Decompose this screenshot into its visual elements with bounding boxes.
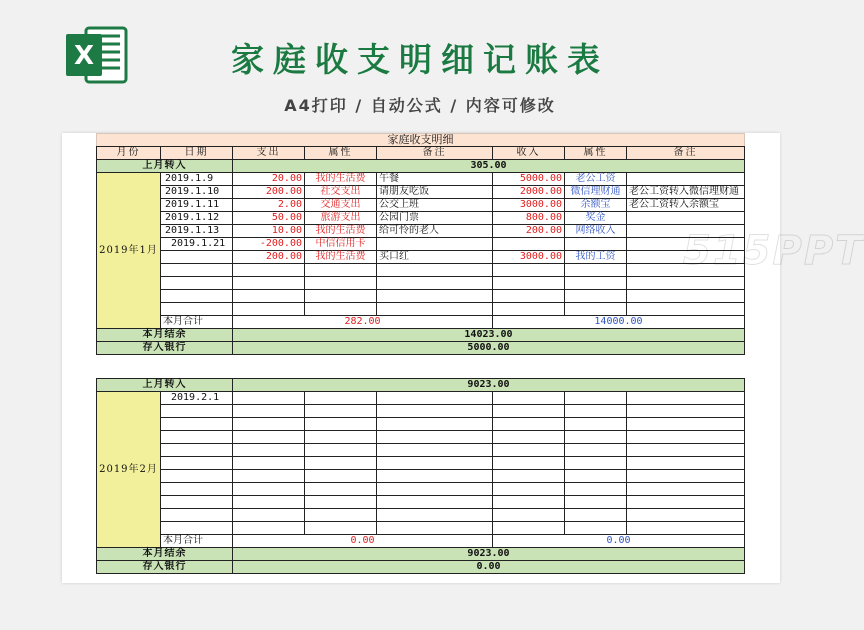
table-row [97,212,745,225]
income-type-cell[interactable]: 微信理财通 [565,186,627,199]
income-cell[interactable]: 2000.00 [493,186,565,199]
expense-note-cell[interactable]: 请朋友吃饭 [377,186,493,199]
expense-cell[interactable]: 10.00 [233,225,305,238]
income-note-cell[interactable] [627,212,745,225]
col-header-date: 日期 [161,147,233,160]
expense-cell[interactable]: 200.00 [233,251,305,264]
expense-cell[interactable]: 20.00 [233,173,305,186]
income-type-cell[interactable]: 我的工资 [565,251,627,264]
income-type-cell[interactable]: 老公工资 [565,173,627,186]
deposit-label: 存入银行 [97,342,233,355]
sheet-caption: 家庭收支明细 [97,134,745,147]
col-header-expense: 支出 [233,147,305,160]
income-total: 14000.00 [493,316,745,329]
empty-row [97,405,745,418]
empty-row [97,418,745,431]
expense-type-cell[interactable]: 社交支出 [305,186,377,199]
empty-row [97,290,745,303]
spreadsheet [62,133,780,583]
income-total: 0.00 [493,535,745,548]
carry-in-value[interactable]: 305.00 [233,160,745,173]
col-header-income: 收入 [493,147,565,160]
subtotal-row [97,316,745,329]
date-cell[interactable]: 2019.1.9 [161,173,233,186]
empty-row [97,496,745,509]
expense-note-cell[interactable]: 买口红 [377,251,493,264]
balance-value: 9023.00 [233,548,745,561]
income-note-cell[interactable]: 老公工资转入微信理财通 [627,186,745,199]
expense-type-cell[interactable]: 旅游支出 [305,212,377,225]
table-row [97,186,745,199]
empty-row [97,303,745,316]
balance-value: 14023.00 [233,329,745,342]
empty-row [97,444,745,457]
expense-type-cell[interactable]: 中信信用卡 [305,238,377,251]
expense-total: 0.00 [233,535,493,548]
deposit-value[interactable]: 0.00 [233,561,745,574]
balance-label: 本月结余 [97,329,233,342]
empty-row [97,522,745,535]
deposit-row [97,561,745,574]
month-cell: 2019年2月 [97,392,161,548]
expense-cell[interactable]: -200.00 [233,238,305,251]
col-header-expense-note: 备注 [377,147,493,160]
income-cell[interactable] [493,238,565,251]
income-cell[interactable]: 5000.00 [493,173,565,186]
subtotal-label: 本月合计 [161,535,233,548]
deposit-value[interactable]: 5000.00 [233,342,745,355]
empty-row [97,470,745,483]
date-cell[interactable]: 2019.2.1 [161,392,233,405]
table-row [97,225,745,238]
watermark: 515PPT [683,228,864,274]
expense-note-cell[interactable]: 公交上班 [377,199,493,212]
balance-label: 本月结余 [97,548,233,561]
date-cell[interactable]: 2019.1.13 [161,225,233,238]
deposit-row [97,342,745,355]
subtotal-label: 本月合计 [161,316,233,329]
month-cell: 2019年1月 [97,173,161,329]
expense-note-cell[interactable]: 午餐 [377,173,493,186]
expense-cell[interactable]: 200.00 [233,186,305,199]
col-header-expense-type: 属性 [305,147,377,160]
table-row [97,251,745,264]
svg-text:X: X [73,41,95,71]
page-title: 家庭收支明细记账表 [231,40,609,79]
balance-row [97,329,745,342]
excel-logo-icon [64,22,130,88]
carry-in-label: 上月转入 [97,379,233,392]
carry-in-row [97,160,745,173]
expense-note-cell[interactable]: 公园门票 [377,212,493,225]
column-header-row [97,147,745,160]
col-header-income-note: 备注 [627,147,745,160]
ledger-table-feb [96,378,745,574]
table-row [97,199,745,212]
empty-row [97,277,745,290]
page-subtitle: A4打印 / 自动公式 / 内容可修改 [284,96,556,115]
income-type-cell[interactable]: 奖金 [565,212,627,225]
income-type-cell[interactable] [565,238,627,251]
expense-type-cell[interactable]: 我的生活费 [305,225,377,238]
expense-total: 282.00 [233,316,493,329]
empty-row [97,264,745,277]
carry-in-label: 上月转入 [97,160,233,173]
expense-note-cell[interactable]: 给可怜的老人 [377,225,493,238]
col-header-income-type: 属性 [565,147,627,160]
balance-row [97,548,745,561]
empty-row [97,457,745,470]
date-cell[interactable]: 2019.1.11 [161,199,233,212]
deposit-label: 存入银行 [97,561,233,574]
date-cell[interactable] [161,251,233,264]
income-type-cell[interactable]: 余额宝 [565,199,627,212]
expense-cell[interactable]: 2.00 [233,199,305,212]
income-note-cell[interactable] [627,173,745,186]
carry-in-value[interactable]: 9023.00 [233,379,745,392]
expense-cell[interactable]: 50.00 [233,212,305,225]
table-row [97,238,745,251]
income-note-cell[interactable]: 老公工资转入余额宝 [627,199,745,212]
ledger-table-jan [96,133,745,355]
income-type-cell[interactable]: 网络收入 [565,225,627,238]
empty-row [97,431,745,444]
income-cell[interactable]: 3000.00 [493,199,565,212]
table-row [97,173,745,186]
income-cell[interactable]: 3000.00 [493,251,565,264]
expense-type-cell[interactable]: 交通支出 [305,199,377,212]
empty-row [97,483,745,496]
table-row [97,392,745,405]
carry-in-row [97,379,745,392]
expense-type-cell[interactable]: 我的生活费 [305,251,377,264]
income-cell[interactable]: 200.00 [493,225,565,238]
col-header-month: 月份 [97,147,161,160]
income-cell[interactable]: 800.00 [493,212,565,225]
date-cell[interactable]: 2019.1.12 [161,212,233,225]
date-cell[interactable]: 2019.1.21 [161,238,233,251]
date-cell[interactable]: 2019.1.10 [161,186,233,199]
expense-type-cell[interactable]: 我的生活费 [305,173,377,186]
subtotal-row [97,535,745,548]
empty-row [97,509,745,522]
expense-note-cell[interactable] [377,238,493,251]
